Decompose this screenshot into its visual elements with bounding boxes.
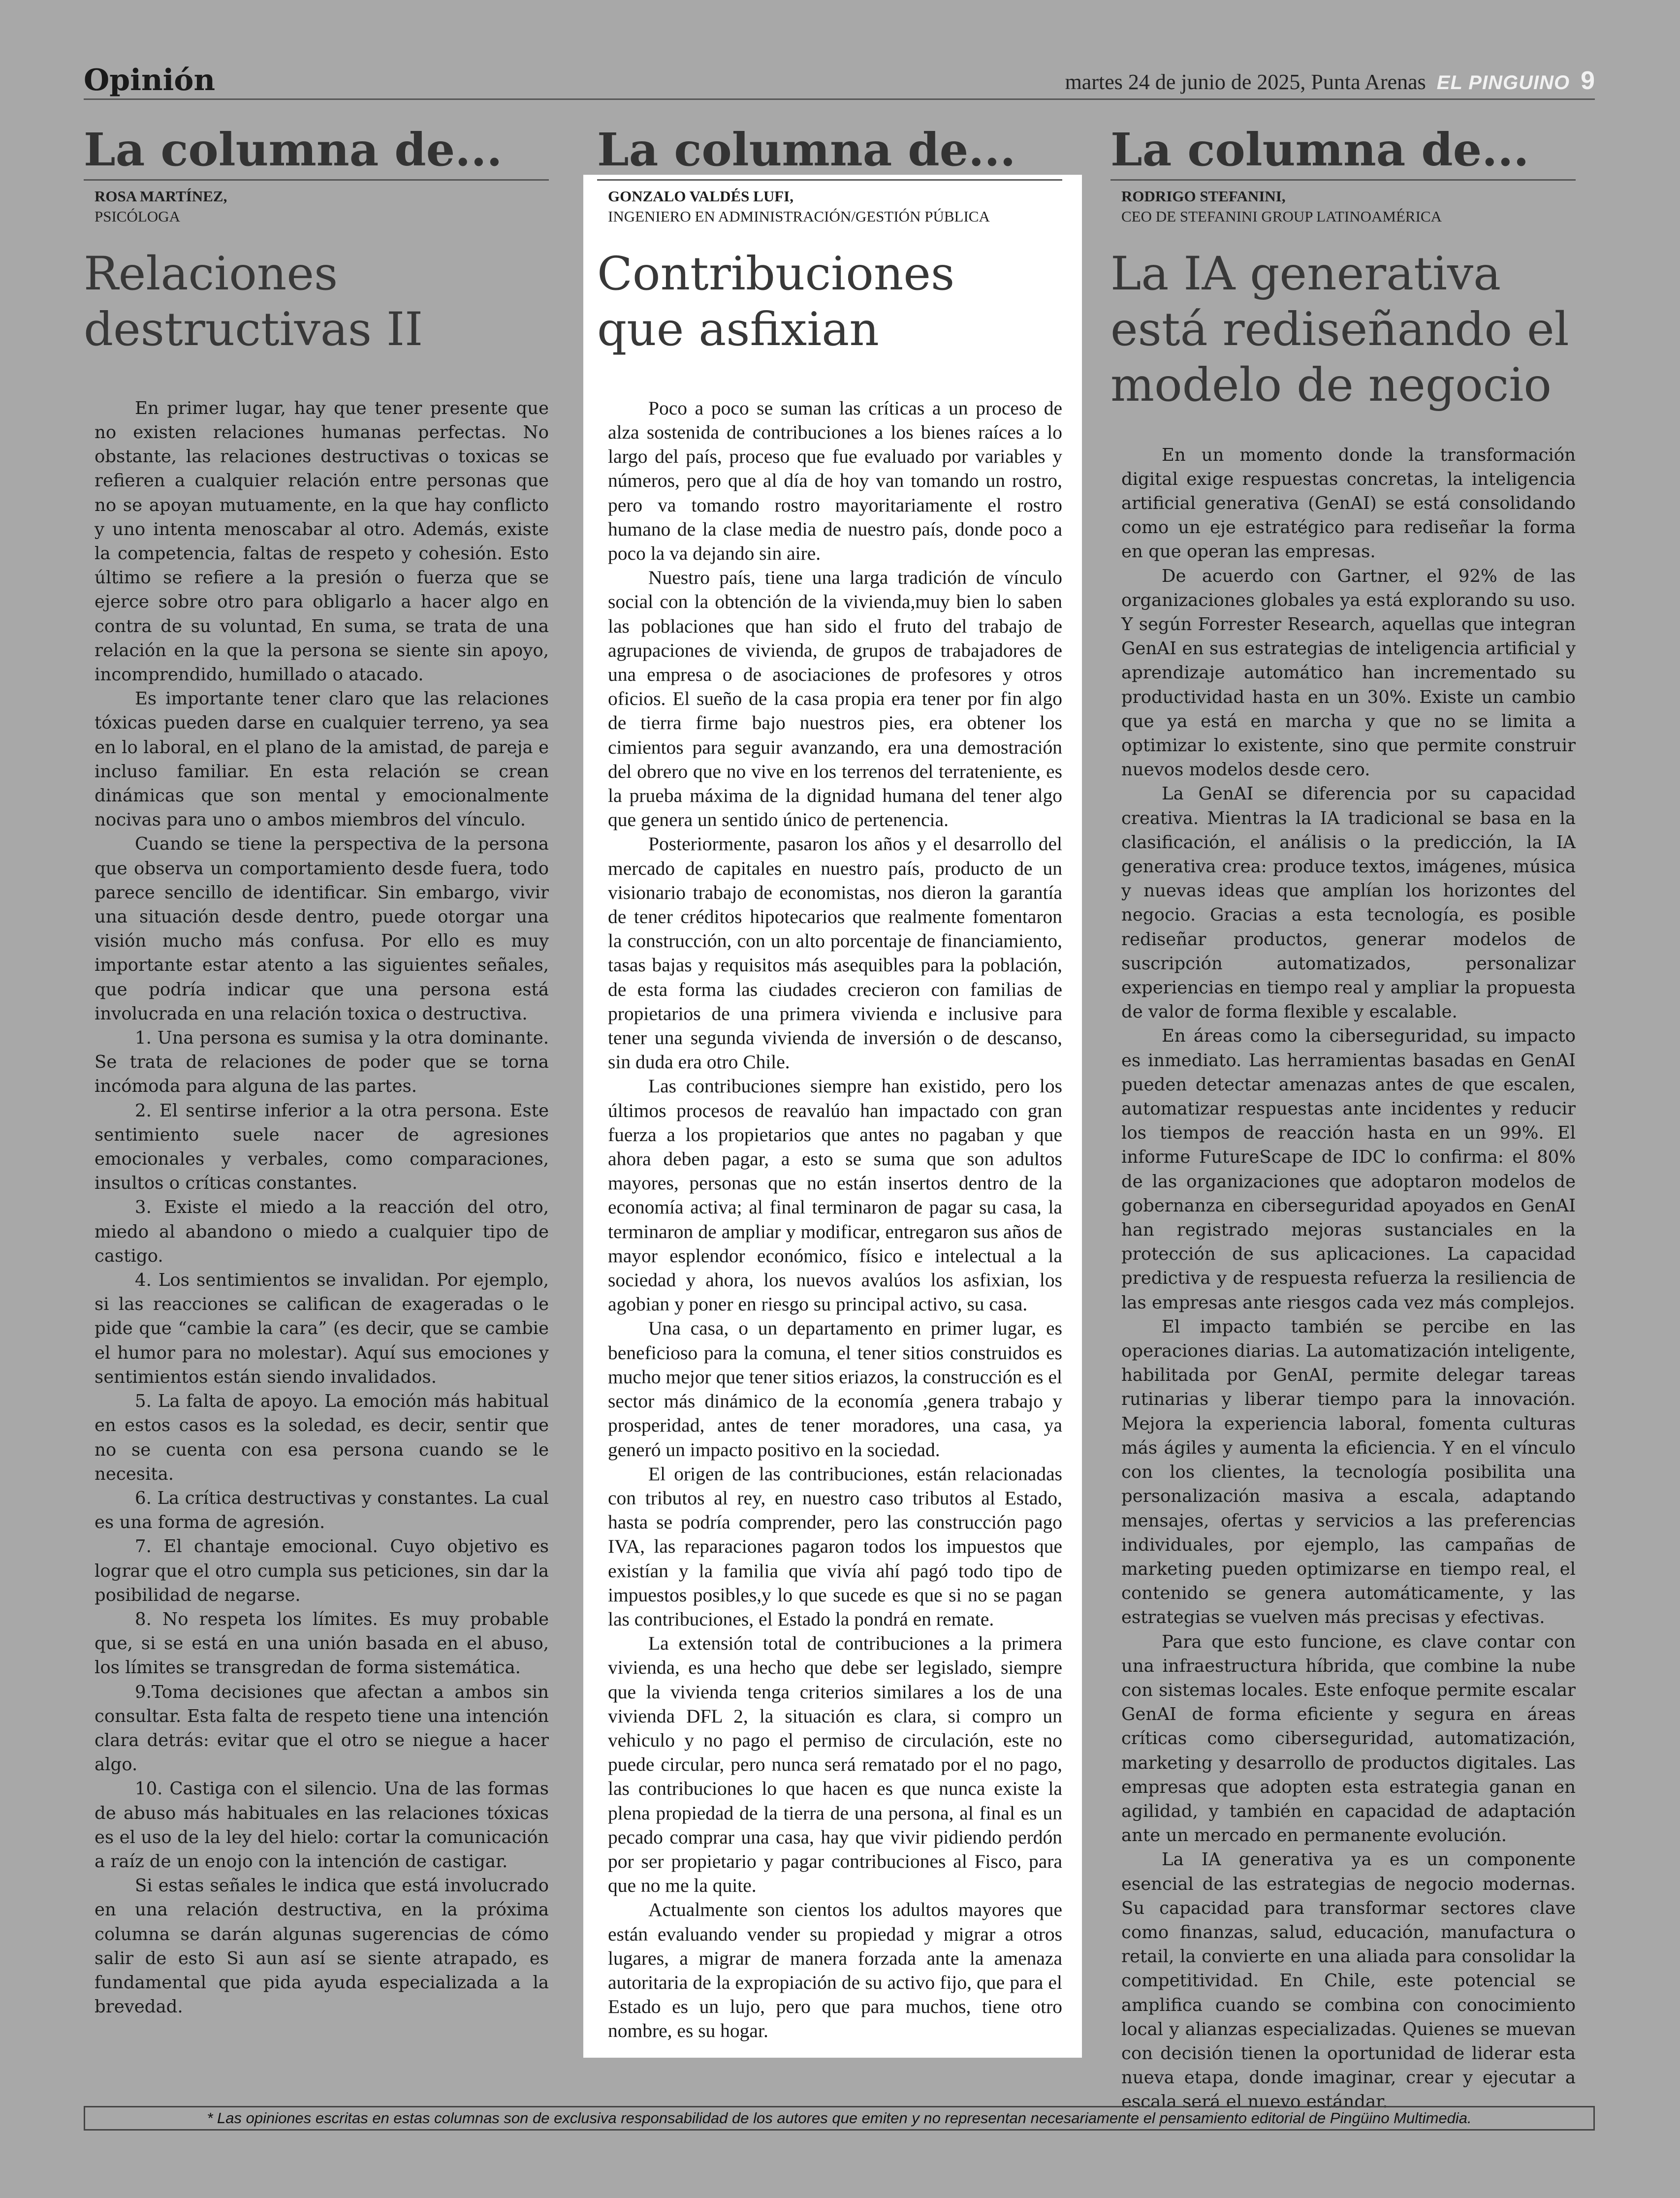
article-body <box>84 396 549 2019</box>
column-heading: La columna de... <box>1110 126 1576 181</box>
author-byline <box>84 187 549 227</box>
paragraph: En áreas como la ciberseguridad, su impacto es inmediato. Las herramientas basadas en GenAI pueden detectar amenazas antes de que escalen, automatizar respuestas ante incidentes y reducir los tiempos de reacción hasta en un 99%. El informe FutureScape de IDC lo confirma: el 80% de las organizaciones que adoptaron modelos de gobernanza en ciberseguridad apoyados en GenAI han registrado mejoras sustanciales en la protección de sus aplicaciones. La capacidad predictiva y de respuesta refuerza la resiliencia de las empresas ante riesgos cada vez más complejos. <box>1121 1026 1576 1313</box>
paragraph: Poco a poco se suman las críticas a un proceso de alza sostenida de contribuciones a los bienes raíces a lo largo del país, proceso que fue evaluado por variables y números, pero que al día de hoy van tomando un rostro, pero va tomando rostro mayoritariamente el rostro humano de la clase media de nuestro país, donde poco a poco la va dejando sin aire. <box>608 397 1062 564</box>
paragraph: Si estas señales le indica que está involucrado en una relación destructiva, en la próxima columna se darán algunas sugerencias de cómo salir de esto Si aun así se siente atrapado, es fundamental que pida ayuda especializada a la brevedad. <box>95 1876 549 2017</box>
header-meta <box>1065 66 1595 96</box>
paragraph: 7. El chantaje emocional. Cuyo objetivo es lograr que el otro cumpla sus peticiones, sin dar la posibilidad de negarse. <box>95 1536 549 1605</box>
paragraph: En un momento donde la transformación digital exige respuestas concretas, la inteligencia artificial generativa (GenAI) se está consolidando como un eje estratégico para rediseñar la forma en que operan las empresas. <box>1121 445 1576 562</box>
page-number: 9 <box>1581 66 1595 95</box>
paragraph: De acuerdo con Gartner, el 92% de las organizaciones globales ya está explorando su uso. Y según Forrester Research, aquellas que integran GenAI en sus estrategias de inteligencia artificial y aprendizaje automático han incrementado su productividad hasta en un 30%. Existe un cambio que ya está en marcha y que no se limita a optimizar lo existente, sino que permite construir nuevos modelos desde cero. <box>1121 566 1576 780</box>
author-name: ROSA MARTÍNEZ, <box>95 188 227 205</box>
paragraph: Nuestro país, tiene una larga tradición de vínculo social con la obtención de la vivienda,muy bien lo saben las poblaciones que han sido el fruto del trabajo de agrupaciones de vivienda, de grupos de trabajadores de una empresa o de asociaciones de profesores y otros oficios. El sueño de la casa propia era tener por fin algo de tierra firme bajo nuestros pies, era obtener los cimientos para seguir avanzando, era una demostración del obrero que no vive en los terrenos del terrateniente, es la prueba máxima de la dignidad humana del tener algo que genera un sentido único de pertenencia. <box>608 567 1062 831</box>
title-line: modelo de negocio <box>1110 358 1552 412</box>
paragraph: 1. Una persona es sumisa y la otra dominante. Se trata de relaciones de poder que se torna incómoda para alguna de las partes. <box>95 1028 549 1097</box>
title-line: La IA generativa <box>1110 247 1501 301</box>
opinion-column-1 <box>84 123 549 2019</box>
title-line: está rediseñando el <box>1110 302 1569 356</box>
paragraph: 5. La falta de apoyo. La emoción más habitual en estos casos es la soledad, es decir, sentir que no se cuenta con esa persona cuando se le necesita. <box>95 1391 549 1484</box>
opinion-column-3 <box>1110 123 1576 2114</box>
author-name: RODRIGO STEFANINI, <box>1121 188 1286 205</box>
author-role: INGENIERO EN ADMINISTRACIÓN/GESTIÓN PÚBLICA <box>608 208 990 225</box>
article-title <box>1110 247 1576 413</box>
author-role: CEO DE STEFANINI GROUP LATINOAMÉRICA <box>1121 208 1442 225</box>
article-title <box>84 247 549 358</box>
title-line: Relaciones <box>84 247 338 301</box>
title-line: que asfixian <box>597 302 879 356</box>
opinion-column-2 <box>597 123 1062 2043</box>
title-line: Contribuciones <box>597 247 955 301</box>
paragraph: 4. Los sentimientos se invalidan. Por ejemplo, si las reacciones se califican de exageradas o le pide que “cambie la cara” (es decir, que se cambie el humor para no molestar). Aquí sus emociones y sentimientos están siendo invalidados. <box>95 1270 549 1387</box>
author-name: GONZALO VALDÉS LUFI, <box>608 188 793 205</box>
publication-date: martes 24 de junio de 2025, Punta Arenas <box>1065 70 1426 94</box>
paragraph: En primer lugar, hay que tener presente que no existen relaciones humanas perfectas. No obstante, las relaciones destructivas o toxicas se refieren a cualquier relación entre personas que no se apoyan mutuamente, en la que hay conflicto y uno intenta menoscabar al otro. Además, existe la competencia, faltas de respeto y cohesión. Esto último se refiere a la presión o fuerza que se ejerce sobre otro para obligarlo a hacer algo en contra de su voluntad, En suma, se trata de una relación en la que la persona se siente sin apoyo, incomprendido, humillado o atacado. <box>95 398 549 685</box>
paragraph: Una casa, o un departamento en primer lugar, es beneficioso para la comuna, el tener sitios construidos es mucho mejor que tener sitios eriazos, la construcción es el sector más dinámico de la economía ,genera trabajo y prosperidad, antes de tener moradores, una casa, ya generó un impacto positivo en la sociedad. <box>608 1317 1062 1461</box>
paragraph: Es importante tener claro que las relaciones tóxicas pueden darse en cualquier terreno, ya sea en lo laboral, en el plano de la amistad, de pareja e incluso familiar. En esta relación se crean dinámicas que son mental y emocionalmente nocivas para uno o ambos miembros del vínculo. <box>95 689 549 830</box>
paragraph: La GenAI se diferencia por su capacidad creativa. Mientras la IA tradicional se basa en la clasificación, el análisis o la predicción, la IA generativa crea: produce textos, imágenes, música y nuevas ideas que amplían los horizontes del negocio. Gracias a esta tecnología, es posible rediseñar productos, generar modelos de suscripción automatizados, personalizar experiencias en tiempo real y ampliar la propuesta de valor de forma flexible y escalable. <box>1121 784 1576 1022</box>
paragraph: La IA generativa ya es un componente esencial de las estrategias de negocio modernas. Su capacidad para transformar sectores clave como finanzas, salud, educación, manufactura o retail, la convierte en una aliada para consolidar la competitividad. En Chile, este potencial se amplifica cuando se combina con conocimiento local y alianzas especializadas. Quienes se muevan con decisión tienen la oportunidad de liderar esta nueva etapa, donde imaginar, crear y ejecutar a escala será el nuevo estándar. <box>1121 1849 1576 2112</box>
paragraph: Las contribuciones siempre han existido, pero los últimos procesos de reavalúo han impactado con gran fuerza a los propietarios que antes no pagaban y que ahora deben pagar, a esto se suma que son adultos mayores, personas que no están insertos dentro de la economía activa; al final terminaron de pagar su casa, la terminaron de ampliar y modificar, entregaron sus años de mayor esplendor económico, físico e intelectual a la sociedad y ahora, los nuevos avalúos los asfixian, los agobian y poner en riesgo su principal activo, su casa. <box>608 1075 1062 1315</box>
paragraph: 3. Existe el miedo a la reacción del otro, miedo al abandono o miedo a cualquier tipo de castigo. <box>95 1197 549 1266</box>
article-body <box>597 396 1062 2043</box>
article-title <box>597 247 1062 358</box>
section-title: Opinión <box>84 63 216 97</box>
newspaper-logo: EL PINGUINO <box>1436 72 1570 94</box>
column-heading: La columna de... <box>597 126 1062 181</box>
paragraph: El impacto también se percibe en las operaciones diarias. La automatización inteligente, habilitada por GenAI, permite delegar tareas rutinarias y liberar tiempo para la innovación. Mejora la experiencia laboral, fomenta culturas más ágiles y aumenta la eficiencia. Y en el vínculo con los clientes, la tecnología posibilita una personalización masiva a escala, adaptando mensajes, ofertas y servicios a las preferencias individuales, por ejemplo, las campañas de marketing pueden optimizarse en tiempo real, el contenido se genera automáticamente, y las estrategias se vuelven más precisas y efectivas. <box>1121 1316 1576 1628</box>
author-role: PSICÓLOGA <box>95 208 180 225</box>
paragraph: 6. La crítica destructivas y constantes. La cual es una forma de agresión. <box>95 1488 549 1533</box>
title-line: destructivas II <box>84 302 423 356</box>
paragraph: Cuando se tiene la perspectiva de la persona que observa un comportamiento desde fuera, todo parece sencillo de identificar. Sin embargo, vivir una situación desde dentro, puede otorgar una visión mucho más confusa. Por ello es muy importante estar atento a las siguientes señales, que podría indicar que una persona está involucrada en una relación toxica o destructiva. <box>95 834 549 1024</box>
author-byline <box>597 187 1062 227</box>
page-header <box>84 59 1595 100</box>
paragraph: El origen de las contribuciones, están relacionadas con tributos al rey, en nuestro caso tributos al Estado, hasta se podría comprender, pero las construcción pago IVA, las reparaciones pagaron todos los impuestos que existían y la familia que vivía ahí pagó todo tipo de impuestos posibles,y lo que sucede es que si no se pagan las contribuciones, el Estado la pondrá en remate. <box>608 1463 1062 1630</box>
paragraph: La extensión total de contribuciones a la primera vivienda, es una hecho que debe ser legislado, siempre que la vivienda tenga criterios similares a los de una vivienda DFL 2, la situación es clara, si compro un vehiculo y no pago el permiso de circulación, este no puede circular, pero nunca será rematado por el no pago, las contribuciones lo que hacen es que nunca existe la plena propiedad de la tierra de una persona, al final es un pecado comprar una casa, hay que vivir pidiendo perdón por ser propietario y pagar contribuciones al Fisco, para que no me la quite. <box>608 1632 1062 1897</box>
paragraph: 2. El sentirse inferior a la otra persona. Este sentimiento suele nacer de agresiones emocionales y verbales, como comparaciones, insultos o críticas constantes. <box>95 1100 549 1194</box>
footer-disclaimer: * Las opiniones escritas en estas columnas son de exclusiva responsabilidad de los autores que emiten y no representan necesariamente el pensamiento editorial de Pingüino Multimedia. <box>84 2106 1595 2131</box>
paragraph: 8. No respeta los límites. Es muy probable que, si se está en una unión basada en el abuso, los límites se transgredan de forma sistemática. <box>95 1609 549 1678</box>
article-body <box>1110 443 1576 2114</box>
paragraph: Para que esto funcione, es clave contar con una infraestructura híbrida, que combine la nube con sistemas locales. Este enfoque permite escalar GenAI de forma eficiente y segura en áreas críticas como ciberseguridad, automatización, marketing y desarrollo de productos digitales. Las empresas que adopten esta estrategia ganan en agilidad, y también en capacidad de adaptación ante un mercado en permanente evolución. <box>1121 1631 1576 1846</box>
author-byline <box>1110 187 1576 227</box>
paragraph: 9.Toma decisiones que afectan a ambos sin consultar. Esta falta de respeto tiene una intención clara detrás: evitar que el otro se niegue a hacer algo. <box>95 1682 549 1775</box>
paragraph: 10. Castiga con el silencio. Una de las formas de abuso más habituales en las relaciones tóxicas es el uso de la ley del hielo: cortar la comunicación a raíz de un enojo con la intención de castigar. <box>95 1779 549 1872</box>
column-heading: La columna de... <box>84 126 549 181</box>
paragraph: Posteriormente, pasaron los años y el desarrollo del mercado de capitales en nuestro país, producto de un visionario trabajo de economistas, nos dieron la garantía de tener créditos hipotecarios que realmente fomentaron la construcción, con un alto porcentaje de financiamiento, tasas bajas y requisitos más asequibles para la población, de esta forma las ciudades crecieron con familias de propietarios de una primera vivienda e inclusive para tener una segunda vivienda de inversión o de descanso, sin duda era otro Chile. <box>608 833 1062 1073</box>
paragraph: Actualmente son cientos los adultos mayores que están evaluando vender su propiedad y migrar a otros lugares, a migrar de manera forzada ante la amenaza autoritaria de la expropiación de su activo fijo, que para el Estado es un lujo, pero que para muchos, tiene otro nombre, es su hogar. <box>608 1899 1062 2042</box>
